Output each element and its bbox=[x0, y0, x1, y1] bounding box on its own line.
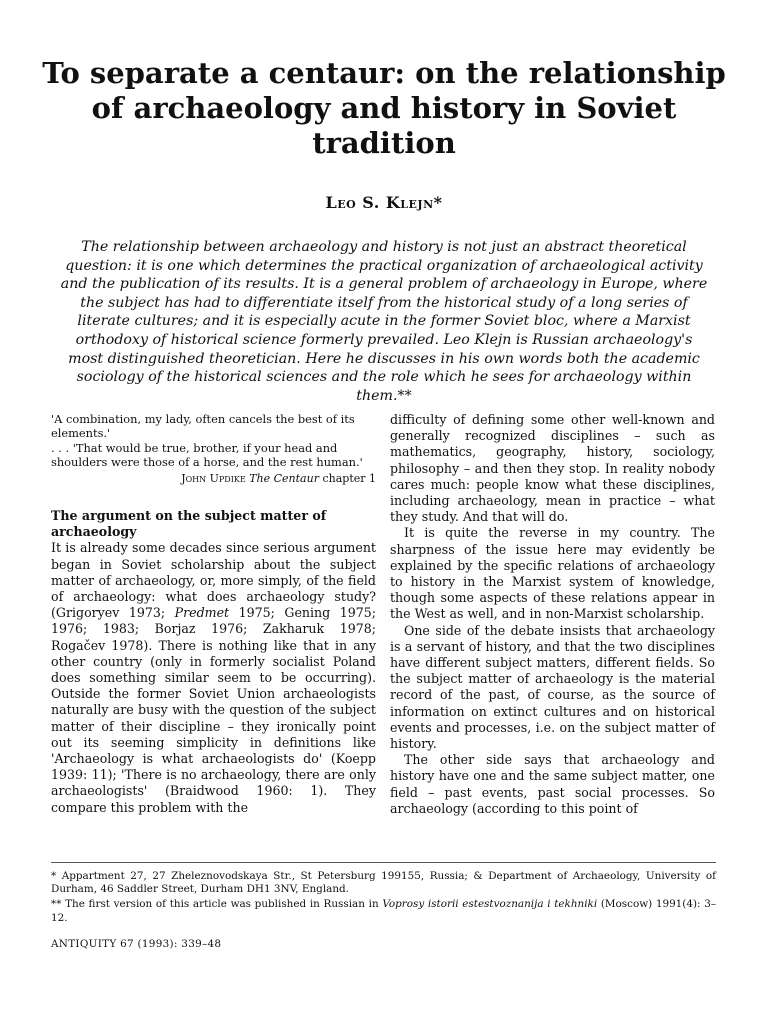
left-paragraph-part-2: 1975; Gening 1975; 1976; 1983; Borjaz 1976; Zakharuk 1978; Rogačev 1978). There is nothing like that in any other country (only in formerly socialist Poland does something similar seem to be occurring). Outside the former Soviet Union archaeologists naturally are busy with the question of the subject matter of their discipline – they ironically point out its seeming simplicity in definitions like 'Archaeology is what archaeologists do' (Koepp 1939: 11); 'There is no archaeology, there are only archaeologists' (Braidwood 1960: 1). They compare this problem with the bbox=[51, 605, 377, 815]
footnote-1: * Appartment 27, 27 Zheleznovodskaya Str., St Petersburg 199155, Russia; & Department of Archaeology, University of Durham, 46 Saddler Street, Durham DH1 3NV, England. bbox=[51, 870, 716, 896]
footnote-2-marker: ** bbox=[51, 898, 62, 911]
footnotes bbox=[51, 870, 716, 927]
footnote-divider bbox=[51, 862, 716, 863]
footnote-2 bbox=[51, 898, 716, 924]
abstract: The relationship between archaeology and history is not just an abstract theoretical question: it is one which determines the practical organization of archaeological activity and the publication of its results. It is a general problem of archaeology in Europe, where the subject has had to differentiate itself from the historical study of a long series of literate cultures; and it is especially acute in the former Soviet bloc, where a Marxist orthodoxy of historical science formerly prevailed. Leo Klejn is Russian archaeology's most distinguished theoretician. Here he discusses in his own words both the academic sociology of the historical sciences and the role which he sees for archaeology within them.** bbox=[60, 239, 708, 404]
right-paragraph-4: The other side says that archaeology and history have one and the same subject matter, one field – past events, past social processes. So archaeology (according to this point of bbox=[390, 752, 715, 816]
epigraph-chapter: chapter 1 bbox=[322, 471, 376, 485]
epigraph-work: The Centaur bbox=[249, 471, 319, 485]
epigraph-line-1: 'A combination, my lady, often cancels the best of its elements.' bbox=[51, 412, 355, 441]
right-paragraph-1: difficulty of defining some other well-known and generally recognized disciplines – such as mathematics, geography, history, sociology, philosophy – and then they stop. In reality nobody cares much: people know what these disciplines, including archaeology, mean in practice – what they study. And that will do. bbox=[390, 412, 715, 525]
author-name: Leo S. Klejn* bbox=[325, 193, 443, 212]
epigraph-line-2: . . . 'That would be true, brother, if your head and shoulders were those of a horse, and the rest human.' bbox=[51, 440, 363, 470]
left-paragraph-part-1: It is already some decades since serious argument began in Soviet scholarship about the subject matter of archaeology, or, more simply, of the field of archaeology: what does archaeology study? (Grigoryev 1973; bbox=[51, 540, 376, 621]
footnote-2-post: (Moscow) 1991(4): 3–12. bbox=[51, 898, 717, 924]
epigraph-author: John Updike bbox=[181, 471, 246, 485]
left-paragraph-predmet: Predmet bbox=[174, 605, 230, 621]
footnote-2-pre: The first version of this article was published in Russian in bbox=[65, 898, 383, 911]
article-title: To separate a centaur: on the relationship of archaeology and history in Soviet tradition bbox=[42, 56, 726, 160]
right-paragraph-3: One side of the debate insists that archaeology is a servant of history, and that the two disciplines have different subject matters, different fields. So the subject matter of archaeology is the material record of the past, of course, as the source of information on extinct cultures and on historical events and processes, i.e. on the subject matter of history. bbox=[390, 622, 715, 752]
epigraph bbox=[51, 412, 376, 486]
left-paragraph bbox=[51, 540, 376, 815]
footnote-2-journal: Voprosy istorii estestvoznanija i tekhniki bbox=[382, 898, 598, 911]
page-footer-citation: ANTIQUITY 67 (1993): 339–48 bbox=[51, 938, 222, 950]
right-column bbox=[390, 412, 715, 817]
right-paragraph-2: It is quite the reverse in my country. The sharpness of the issue here may evidently be explained by the specific relations of archaeology to history in the Marxist system of knowledge, though some aspects of these relations appear in the West as well, and in non-Marxist scholarship. bbox=[390, 525, 715, 622]
left-column bbox=[51, 412, 376, 816]
section-heading: The argument on the subject matter of archaeology bbox=[51, 508, 327, 540]
epigraph-source bbox=[51, 472, 376, 486]
